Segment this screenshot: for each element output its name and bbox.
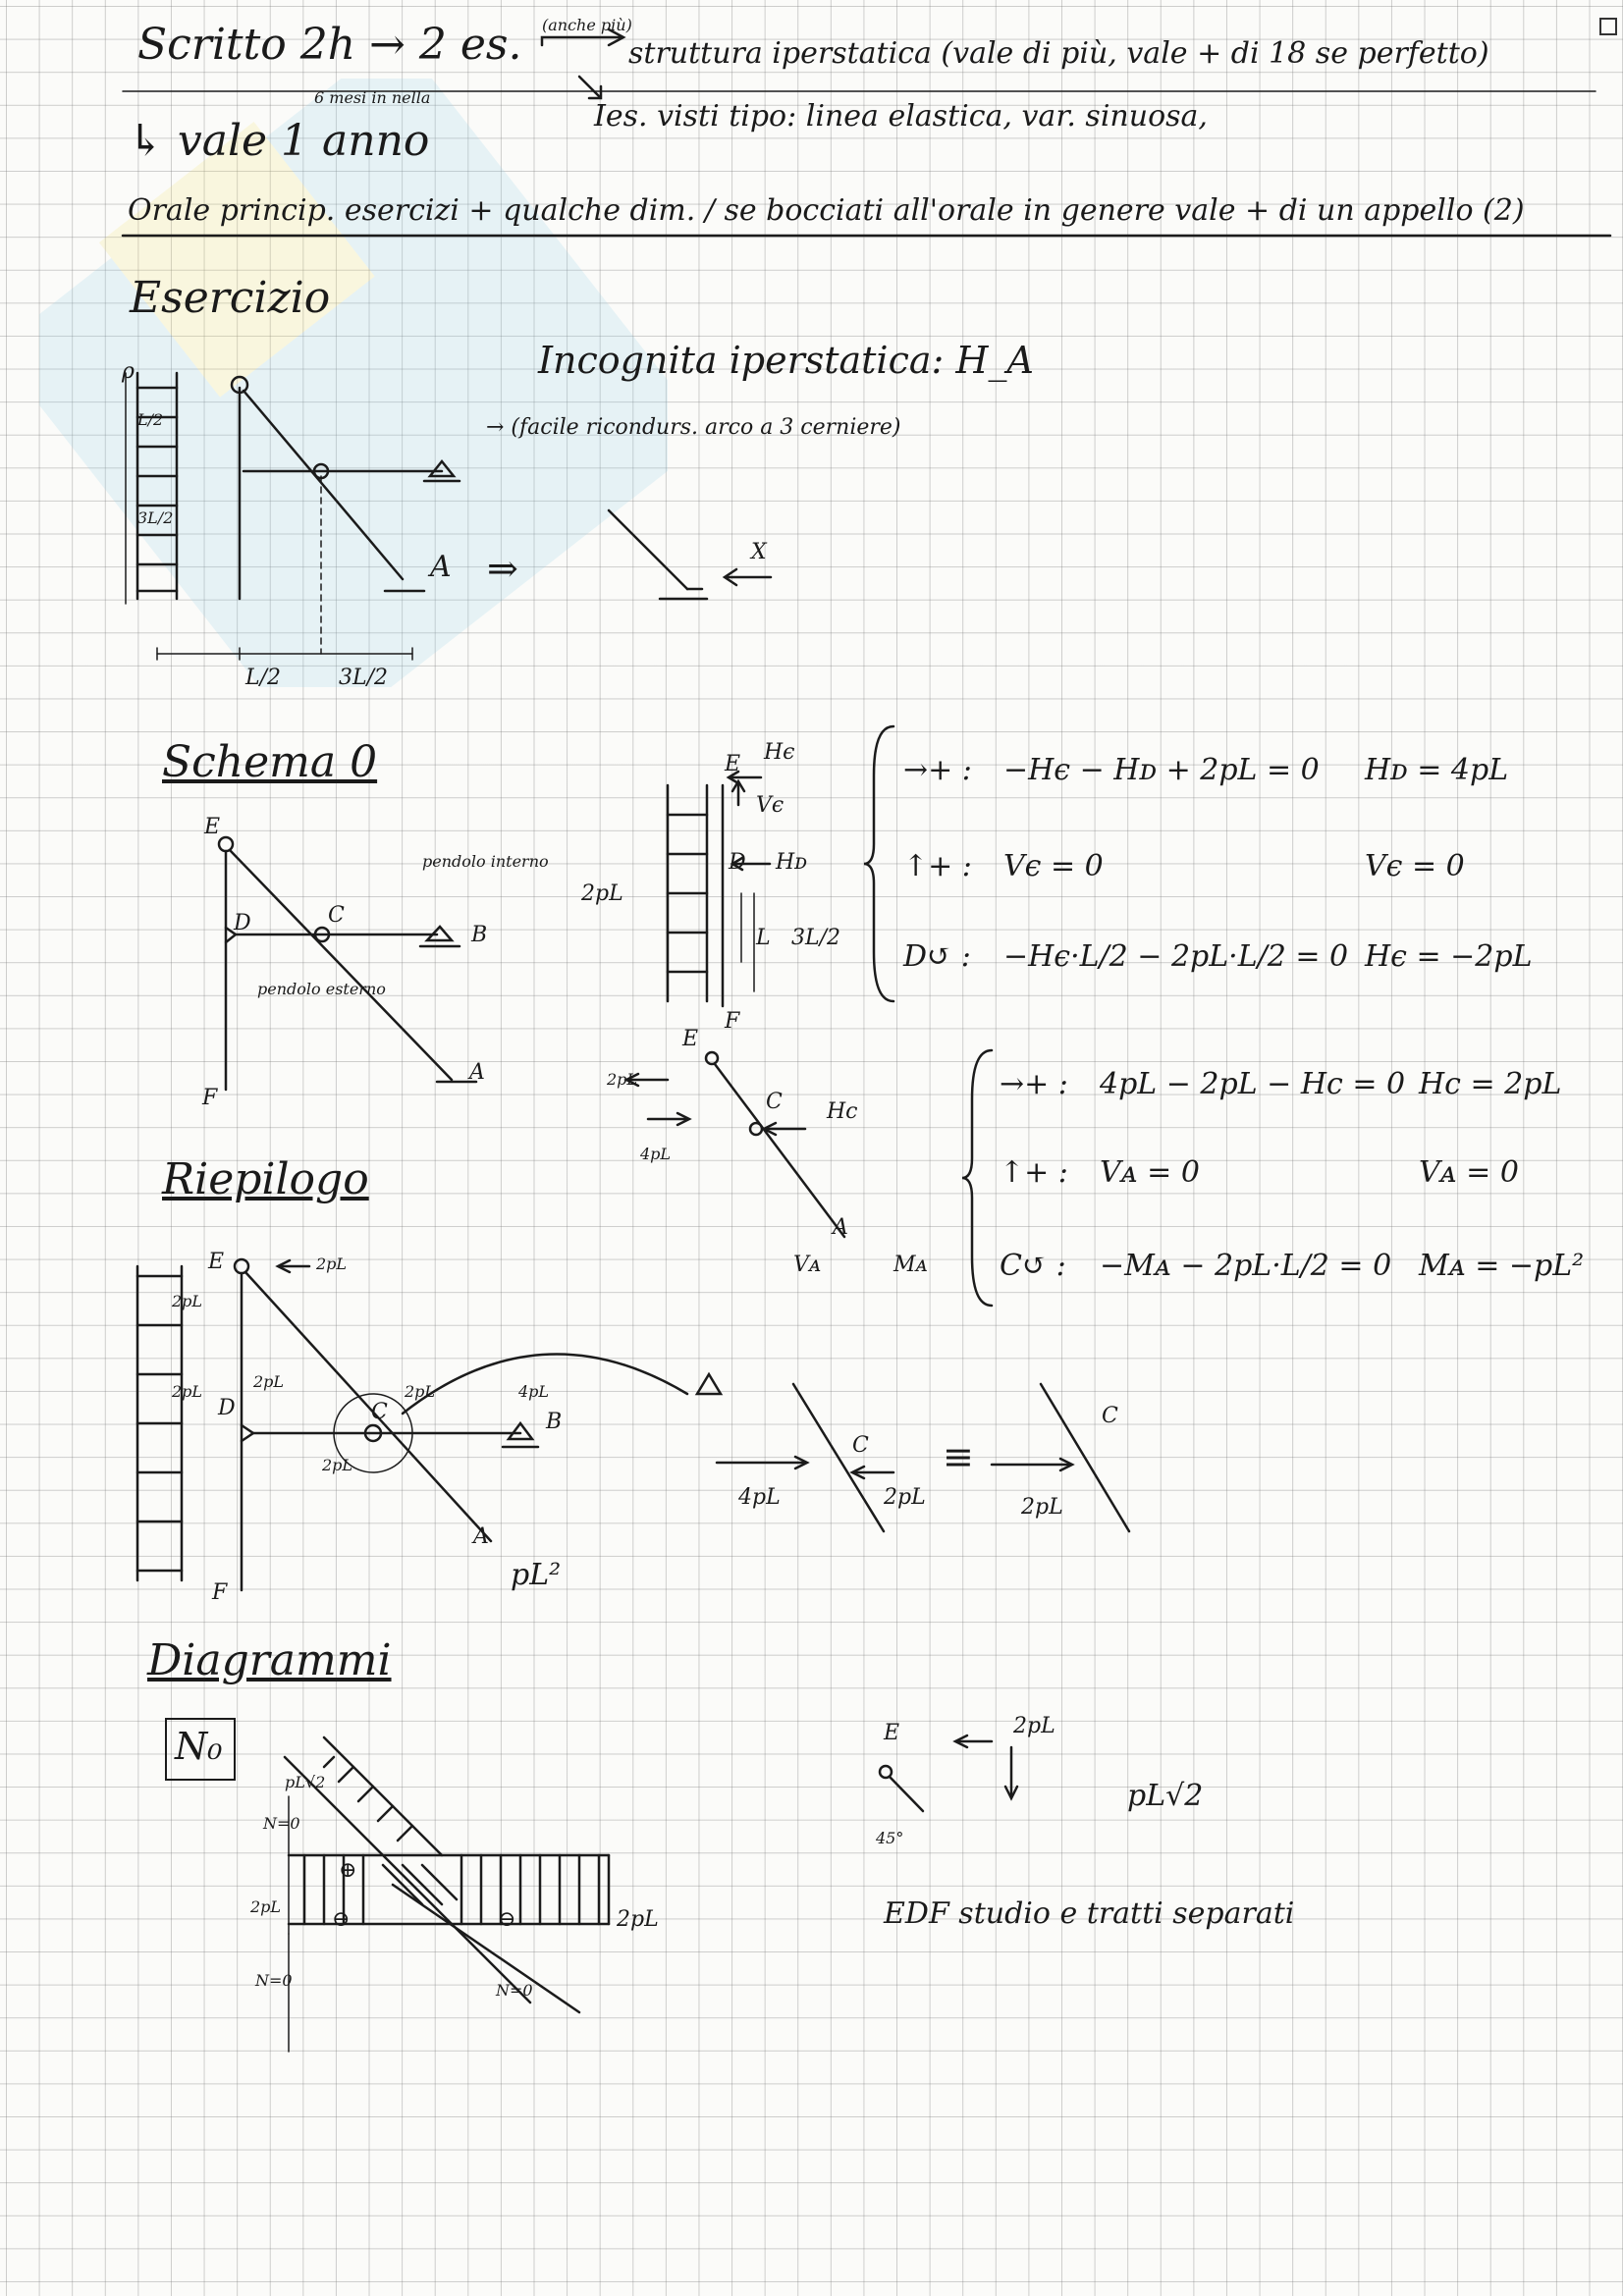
fbd1-dim-l: L [756,926,771,950]
r-right-2pl: 2pL [884,1485,926,1510]
n0-box-label: N₀ [175,1725,223,1768]
n0-plus: ⊕ [339,1858,357,1883]
n0-diagram [265,1737,687,2052]
fbd2-c: C [766,1090,783,1114]
r-label-e: E [208,1250,225,1274]
eq2-res-0: Hc = 2pL [1419,1067,1562,1101]
header-line3: Orale princip. esercizi + qualche dim. / se bocciati all'orale in genere vale + di un appello (2) [128,193,1525,228]
eq1-eq-1: Vє = 0 [1003,849,1104,883]
esercizio-figure [118,334,628,690]
s0-label-c: C [328,903,345,928]
r-right-c1: C [852,1433,869,1458]
fbd2-va: Vᴀ [793,1253,822,1277]
r-label-f: F [212,1580,228,1605]
eq2-eq-0: 4pL − 2pL − Hc = 0 [1100,1067,1406,1101]
r-right-c2: C [1102,1404,1118,1428]
r-force-6: 2pL [322,1456,353,1474]
fbd1-ve: Vє [756,793,784,818]
fbd2-l1: 2pL [607,1070,638,1089]
n0-box [165,1718,236,1781]
section-esercizio: Esercizio [130,273,331,323]
edf-result: pL√2 [1127,1779,1204,1813]
section-diagrammi: Diagrammi [147,1635,392,1685]
load-label: ρ [122,359,135,384]
r-moment: pL² [511,1558,562,1592]
fbd2-e: E [682,1027,699,1051]
fbd1-d: D [729,850,746,875]
riepilogo-right-figure [677,1355,1168,1580]
r-force-0: 2pL [316,1255,348,1273]
eq1-res-0: Hᴅ = 4pL [1365,753,1509,787]
dim-h2: 3L/2 [339,666,389,690]
n0-pl-sqrt2: pL√2 [285,1773,326,1791]
eq2-sym-0: →+ : [1000,1067,1068,1101]
eq2-sym-2: C↺ : [1000,1249,1066,1283]
fbd1-he: Hє [764,740,795,765]
eq2-eq-2: −Mᴀ − 2pL·L/2 = 0 [1100,1249,1392,1283]
r-right-2pl-b: 2pL [1021,1495,1063,1520]
eq2-sym-1: ↑+ : [1000,1155,1068,1190]
label-a: A [430,550,452,584]
header-underlines [0,0,1623,255]
header-line1-right: struttura iperstatica (vale di più, vale + di 18 se perfetto) [628,36,1489,71]
eq1-res-1: Vє = 0 [1365,849,1465,883]
fbd1-e: E [725,752,741,776]
fbd2-a: A [833,1215,848,1240]
edf-note: EDF studio e tratti separati [884,1896,1295,1931]
n0-bottom: N=0 [255,1971,293,1990]
n0-minus-1: ⊖ [332,1907,351,1932]
dim-bottom: 3L/2 [137,508,174,527]
eq2-eq-1: Vᴀ = 0 [1100,1155,1200,1190]
r-right-4pl: 4pL [738,1485,781,1510]
s0-label-b: B [471,923,488,947]
section-riepilogo: Riepilogo [162,1154,369,1204]
s0-label-e: E [204,815,221,839]
n0-left-2pl: 2pL [250,1897,282,1916]
fbd1-load: 2pL [581,881,623,906]
r-label-a: A [473,1524,489,1549]
s0-label-d: D [234,911,251,935]
eq1-res-2: Hє = −2pL [1365,939,1533,974]
incognita-iperstatica: Incognita iperstatica: H_A [538,339,1034,382]
eq1-sym-0: →+ : [903,753,972,787]
edf-angle: 45° [876,1829,904,1847]
released-figure [589,491,805,648]
section-schema0: Schema 0 [162,737,378,787]
eq2-res-1: Vᴀ = 0 [1419,1155,1519,1190]
edf-force: 2pL [1013,1714,1055,1738]
header-line2-right: Ies. visti tipo: linea elastica, var. sinuosa, [594,99,1208,133]
n0-top: N=0 [263,1814,300,1833]
r-force-3: 2pL [253,1372,285,1391]
arrow-implies: ⇒ [487,547,518,590]
fbd2-hc: Hc [827,1099,858,1124]
brace-1 [864,717,903,1011]
eq1-sym-2: D↺ : [903,939,971,974]
r-force-4: 2pL [405,1382,436,1401]
header-line2-left: ↳ vale 1 anno [128,116,430,166]
r-force-1: 2pL [172,1292,203,1310]
label-x: X [751,540,767,564]
header-line1-left: Scritto 2h → 2 es. [137,20,522,70]
pendolo-interno: pendolo interno [422,852,549,871]
r-equiv: ≡ [943,1435,974,1478]
fbd1-hd: Hᴅ [776,850,808,875]
edf-e: E [884,1721,900,1745]
n0-minus-2: ⊖ [498,1907,516,1932]
header-line2-small: 6 mesi in nella [314,88,431,107]
eq2-res-2: Mᴀ = −pL² [1419,1249,1585,1283]
pendolo-esterno: pendolo esterno [257,980,386,998]
brace-2 [962,1041,1001,1315]
fbd1-dim-3l2: 3L/2 [791,926,841,950]
fbd1-f: F [725,1009,740,1034]
s0-label-a: A [469,1060,485,1085]
r-force-5: 4pL [518,1382,550,1401]
dim-top: L/2 [137,410,164,429]
dim-h1: L/2 [245,666,282,690]
r-force-2: 2pL [172,1382,203,1401]
fbd2-ma: Mᴀ [893,1253,928,1277]
n0-diag: N=0 [496,1981,533,2000]
n0-right-2pl: 2pL [617,1907,659,1932]
s0-label-f: F [202,1086,218,1110]
r-label-d: D [218,1396,236,1420]
r-label-c: C [371,1400,388,1424]
eq1-eq-0: −Hє − Hᴅ + 2pL = 0 [1003,753,1320,787]
eq1-sym-1: ↑+ : [903,849,972,883]
fbd2-l2: 4pL [640,1145,672,1163]
header-line1-small: (anche più) [542,16,632,34]
r-label-b: B [546,1410,563,1434]
eq1-eq-2: −Hє·L/2 − 2pL·L/2 = 0 [1003,939,1349,974]
incognita-note: → (facile ricondurs. arco a 3 cerniere) [486,415,901,440]
